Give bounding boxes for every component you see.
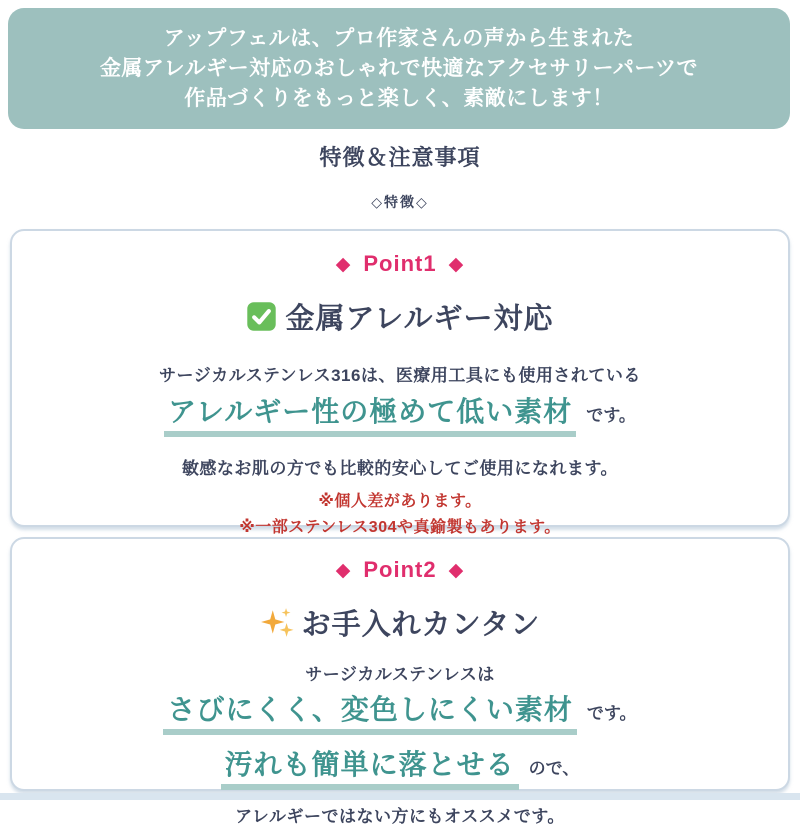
hero-banner	[8, 8, 790, 129]
diamond-icon: ◆	[335, 559, 352, 581]
point1-label: Point1	[363, 251, 437, 276]
card1-heading-row	[12, 296, 788, 337]
diamond-icon: ◆	[448, 253, 465, 275]
bottom-background-strip	[0, 793, 800, 800]
diamond-icon: ◆	[335, 253, 352, 275]
card2-highlight2-text: 汚れも簡単に落とせる	[221, 743, 519, 790]
card2-heading-row	[12, 602, 788, 643]
point2-label: Point2	[363, 557, 437, 582]
card2-body-line1: サージカルステンレスは	[305, 665, 495, 684]
green-check-icon	[246, 301, 277, 332]
section-subtitle: ◇特徴◇	[371, 194, 429, 210]
point2-label-row	[12, 557, 788, 583]
card1-note-1: ※個人差があります。	[318, 493, 482, 510]
card2-highlight1-text: さびにくく、変色しにくい素材	[163, 688, 576, 735]
hero-line-3: 作品づくりをもっと楽しく、素敵にします！	[184, 86, 614, 110]
feature-card-point1	[10, 229, 790, 536]
card1-body-line1: サージカルステンレス316は、医療用工具にも使用されている	[159, 366, 641, 385]
card2-body-line2: アレルギーではない方にもオススメです。	[235, 807, 565, 826]
diamond-icon: ◆	[448, 559, 465, 581]
hero-line-1: アップフェルは、プロ作家さんの声から生まれた	[163, 26, 635, 50]
feature-card-point2	[10, 537, 790, 826]
card1-highlight-row	[12, 390, 788, 437]
card2-heading: お手入れカンタン	[301, 609, 541, 641]
card1-note-2: ※一部ステンレス304や真鍮製もあります。	[239, 519, 561, 536]
card2-highlight2-suffix: ので、	[528, 759, 580, 778]
section-title: 特徴＆注意事項	[319, 145, 481, 170]
card1-body-line2: 敏感なお肌の方でも比較的安心してご使用になれます。	[181, 459, 619, 478]
card1-highlight-suffix: です。	[586, 406, 636, 425]
hero-line-2: 金属アレルギー対応のおしゃれで快適なアクセサリーパーツで	[99, 56, 699, 80]
card2-highlight1-suffix: です。	[586, 704, 637, 723]
card1-heading: 金属アレルギー対応	[285, 303, 554, 335]
sparkles-icon	[260, 606, 294, 640]
point1-label-row	[12, 251, 788, 277]
card2-highlight-row-2	[12, 743, 788, 790]
card2-highlight-row-1	[12, 688, 788, 735]
card1-highlight-text: アレルギー性の極めて低い素材	[164, 390, 576, 437]
